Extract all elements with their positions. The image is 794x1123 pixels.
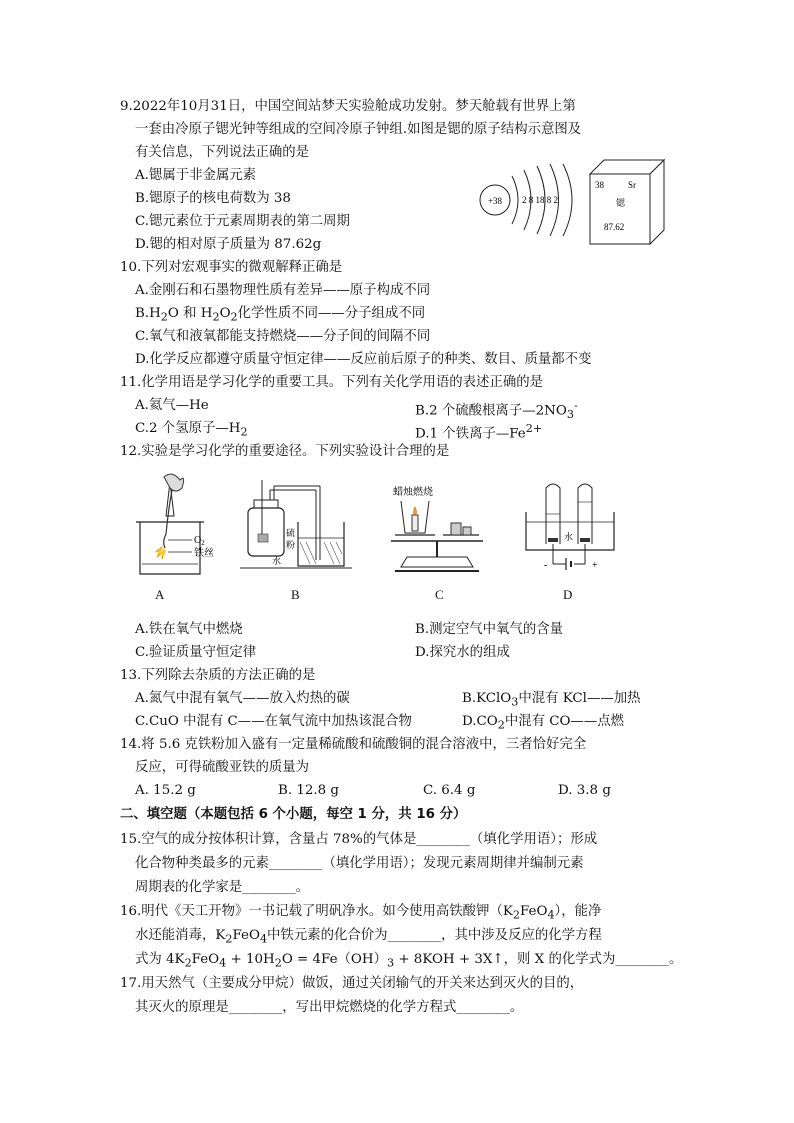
figure-a-iron-burning xyxy=(132,472,222,582)
q9-stem-line2: 一套由冷原子锶光钟等组成的空间冷原子钟组.如图是锶的原子结构示意图及 xyxy=(135,122,582,137)
q12-option-a: A.铁在氧气中燃烧 xyxy=(135,622,243,637)
q10-option-c: C.氧气和液氧都能支持燃烧——分子间的间隔不同 xyxy=(135,329,431,344)
q9-stem-line1: 9.2022年10月31日，中国空间站梦天实验舱成功发射。梦天舱载有世界上第 xyxy=(120,99,576,114)
q11-option-b: B.2 个硫酸根离子$—2NO_3^-$ xyxy=(415,399,578,422)
fig-b-c3: 水 xyxy=(272,557,282,567)
fig-d-plus: + xyxy=(592,560,598,571)
q10-option-a: A.金刚石和石墨物理性质有差异——原子构成不同 xyxy=(135,283,431,298)
q13-option-a: A.氮气中混有氧气——放入灼热的碳 xyxy=(135,691,350,706)
figure-a-label: A xyxy=(155,587,165,602)
fig-a-o2-label: $O_2$ xyxy=(194,535,205,547)
q9-stem-line3: 有关信息，下列说法正确的是 xyxy=(135,145,310,160)
q11-stem: 11.化学用语是学习化学的重要工具。下列有关化学用语的表述正确的是 xyxy=(120,375,544,390)
cell-mass: 87.62 xyxy=(604,222,625,232)
q9-option-c: C.锶元素位于元素周期表的第二周期 xyxy=(135,214,350,229)
fig-a-wire-label: 铁丝 xyxy=(194,548,214,559)
q13-option-d: $D.CO_2$中混有 CO——点燃 xyxy=(462,714,625,732)
q16-line3: 式为 $4K_2FeO_4 + 10H_2O = 4Fe(OH)_3 + 8KOH$ + 3X↑，则 X 的化学式为________。 xyxy=(135,952,683,970)
figure-d-label: D xyxy=(563,587,573,602)
q9-option-d: D.锶的相对原子质量为 87.62g xyxy=(135,237,322,252)
figure-b-label: B xyxy=(291,587,300,602)
q17-line1: 17.用天然气（主要成分甲烷）做饭，通过关闭输气的开关来达到灭火的目的， xyxy=(120,976,584,991)
fig-d-minus: - xyxy=(544,560,548,571)
atom-shell-electrons: 2 8 18 8 2 xyxy=(522,195,558,205)
q13-stem: 13.下列除去杂质的方法正确的是 xyxy=(120,668,316,683)
figure-b-oxygen-content xyxy=(240,478,352,578)
q16-line1: 16.明代《天工开物》一书记载了明矾净水。如今使用高铁酸钾$(K_2FeO_4)$，能净 xyxy=(120,904,602,922)
q12-option-c: C.验证质量守恒定律 xyxy=(135,645,257,660)
cell-name: 锶 xyxy=(616,199,626,209)
fig-b-c1: 硫 xyxy=(286,529,296,539)
q15-line2: 化合物种类最多的元素________（填化学用语）；发现元素周期律并编制元素 xyxy=(135,856,584,871)
figure-c-mass-conservation xyxy=(383,485,491,577)
q14-stem-line2: 反应，可得硫酸亚铁的质量为 xyxy=(135,760,310,775)
strontium-element-cell xyxy=(588,158,668,248)
q10-option-d: D.化学反应都遵守质量守恒定律——反应前后原子的种类、数目、质量都不变 xyxy=(135,352,592,367)
q11-option-c: C.2 个氢原子$—H_2$ xyxy=(135,421,248,439)
q16-line2: 水还能消毒，$K_2FeO_4$中铁元素的化合价为________，其中涉及反应的化学方程 xyxy=(135,928,602,946)
q14-option-d: D. 3.8 g xyxy=(558,783,611,798)
q12-option-b: B.测定空气中氧气的含量 xyxy=(415,622,564,637)
fig-d-water-label: 水 xyxy=(564,533,574,543)
q11-option-a: A.氦气—He xyxy=(135,398,209,413)
q14-stem-line1: 14.将 5.6 克铁粉加入盛有一定量稀硫酸和硫酸铜的混合溶液中，三者恰好完全 xyxy=(120,737,587,752)
atom-nucleus-label: +38 xyxy=(487,196,503,206)
q13-option-c: C.CuO 中混有 C——在氧气流中加热该混合物 xyxy=(135,714,412,729)
cell-atomic-number: 38 xyxy=(595,180,604,190)
q10-stem: 10.下列对宏观事实的微观解释正确是 xyxy=(120,260,343,275)
q10-option-b: $B.H_2O$ 和 $H_2O_2$化学性质不同——分子组成不同 xyxy=(135,306,426,324)
q15-line1: 15.空气的成分按体积计算，含量占 78%的气体是________（填化学用语）；形成 xyxy=(120,832,598,847)
q14-option-b: B. 12.8 g xyxy=(278,783,339,798)
q13-option-b: B.KClO$_3$中混有 KCl——加热 xyxy=(462,691,641,709)
q17-line2: 其灭火的原理是________，写出甲烷燃烧的化学方程式________。 xyxy=(135,1000,524,1015)
q9-option-a: A.锶属于非金属元素 xyxy=(135,168,257,183)
strontium-atom-diagram xyxy=(474,160,586,242)
figure-c-label: C xyxy=(435,587,444,602)
q11-option-d: D.1 个铁离子$—Fe^{2+}$ xyxy=(415,422,543,442)
fig-c-caption: 蜡烛燃烧 xyxy=(393,487,433,498)
section-heading: 二、填空题（本题包括 6 个小题，每空 1 分，共 16 分） xyxy=(120,807,467,822)
figure-d-water-electrolysis xyxy=(520,478,620,578)
q14-option-a: A. 15.2 g xyxy=(135,783,196,798)
q9-option-b: B.锶原子的核电荷数为 38 xyxy=(135,191,291,206)
cell-symbol: Sr xyxy=(628,180,637,190)
fig-b-c2: 粉 xyxy=(286,541,296,551)
q14-option-c: C. 6.4 g xyxy=(423,783,476,798)
q12-option-d: D.探究水的组成 xyxy=(415,645,510,660)
q15-line3: 周期表的化学家是________。 xyxy=(135,880,310,895)
q12-stem: 12.实验是学习化学的重要途径。下列实验设计合理的是 xyxy=(120,444,450,459)
